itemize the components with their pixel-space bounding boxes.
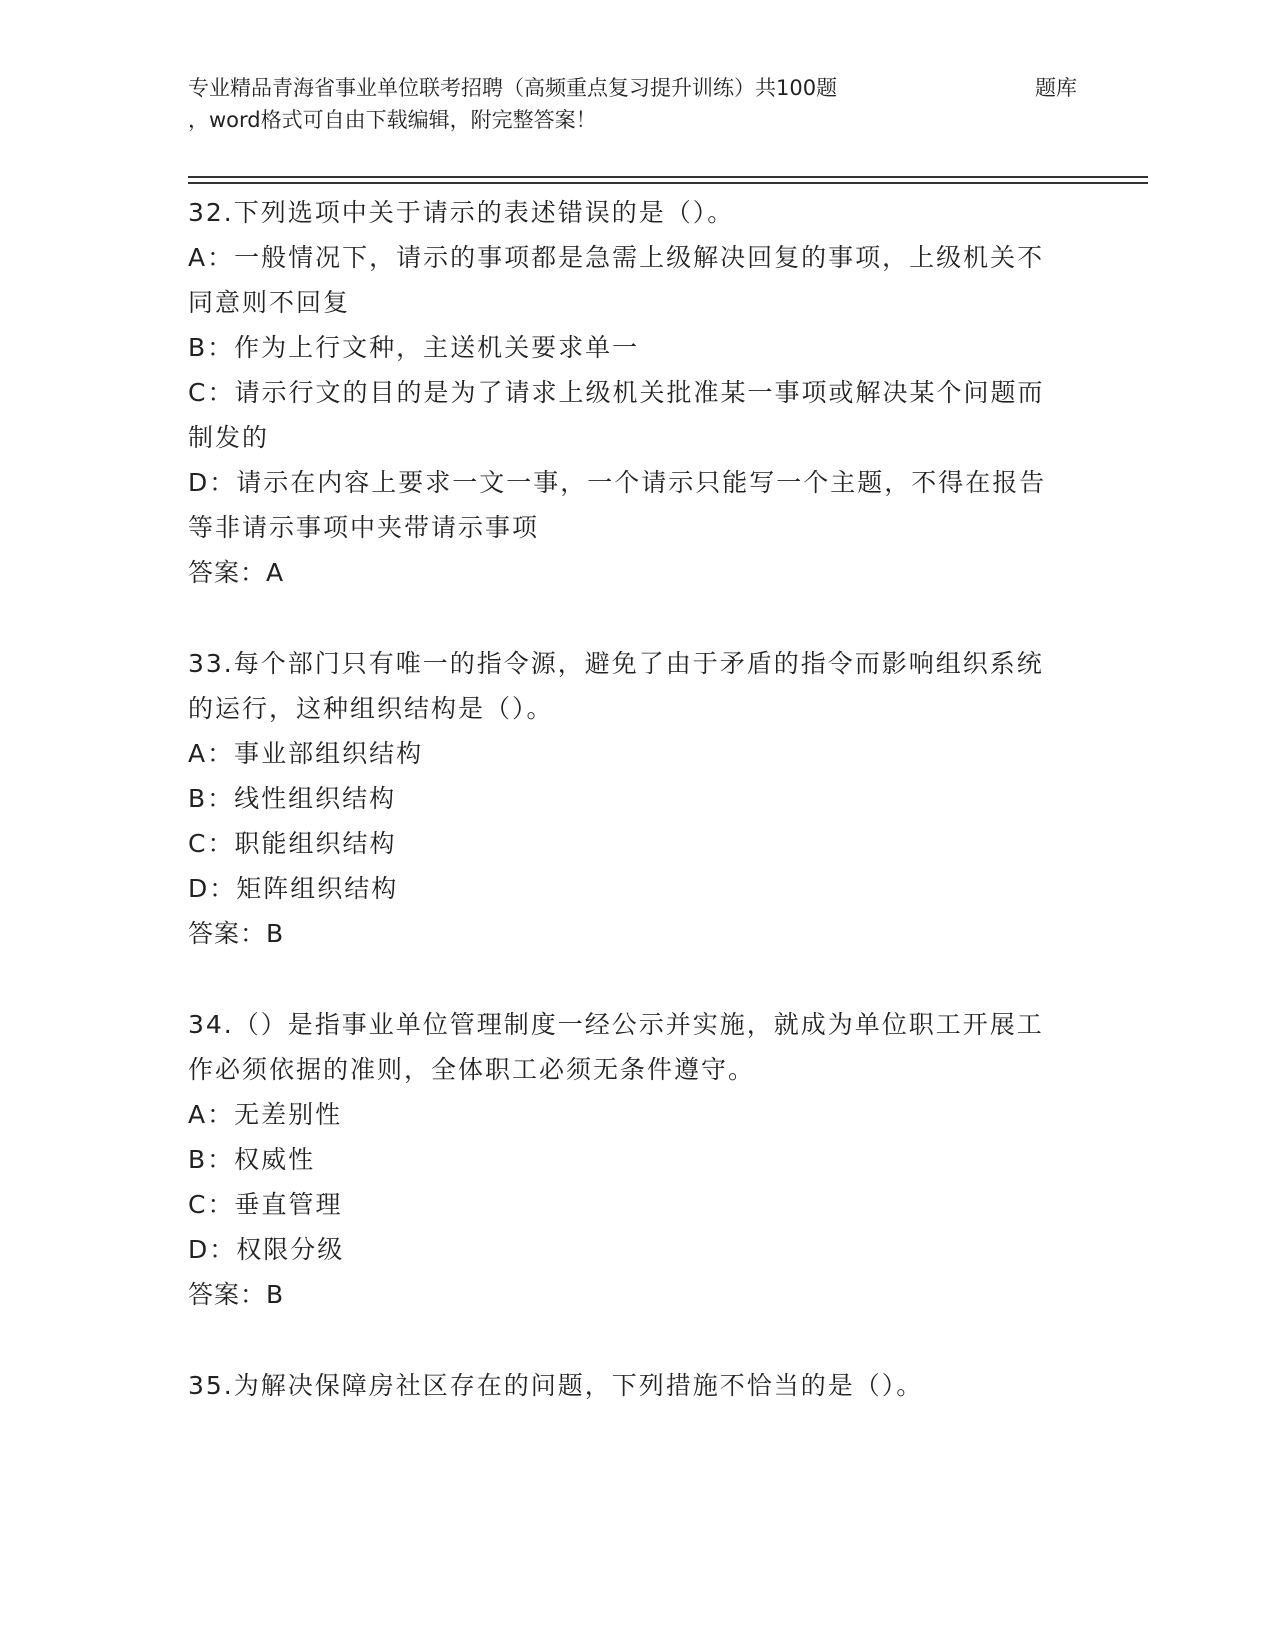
header-subtitle: ，word格式可自由下载编辑，附完整答案！ [188,108,597,132]
question-34 [188,1002,1068,1317]
header-right-label: 题库 [1035,76,1077,100]
question-list [188,190,1068,1454]
option-c: C：垂直管理 [188,1190,343,1219]
header-divider-bottom [188,182,1148,184]
answer: 答案：B [188,919,285,948]
option-b: B：权威性 [188,1145,316,1174]
option-d: D：矩阵组织结构 [188,874,399,903]
question-33 [188,641,1068,956]
option-d: D：请示在内容上要求一文一事，一个请示只能写一个主题，不得在报告等非请示事项中夹带请示事项 [188,468,1047,542]
option-b: B：线性组织结构 [188,784,397,813]
option-d: D：权限分级 [188,1235,345,1264]
question-text: 32.下列选项中关于请示的表述错误的是（）。 [188,198,735,227]
option-c: C：请示行文的目的是为了请求上级机关批准某一事项或解决某个问题而制发的 [188,378,1045,452]
option-a: A：事业部组织结构 [188,739,424,768]
question-text: 33.每个部门只有唯一的指令源，避免了由于矛盾的指令而影响组织系统的运行，这种组织结构是（）。 [188,649,1044,723]
page-header [188,72,1093,136]
answer: 答案：B [188,1280,285,1309]
question-32 [188,190,1068,595]
option-c: C：职能组织结构 [188,829,397,858]
option-a: A：无差别性 [188,1100,343,1129]
answer: 答案：A [188,558,285,587]
option-a: A：一般情况下，请示的事项都是急需上级解决回复的事项，上级机关不同意则不回复 [188,243,1045,317]
question-text: 34.（）是指事业单位管理制度一经公示并实施，就成为单位职工开展工作必须依据的准则，全体职工必须无条件遵守。 [188,1010,1044,1084]
question-text: 35.为解决保障房社区存在的问题，下列措施不恰当的是（）。 [188,1371,924,1400]
header-title: 专业精品青海省事业单位联考招聘（高频重点复习提升训练）共100题 [188,76,838,100]
header-divider-top [188,176,1148,178]
question-35 [188,1363,1068,1408]
option-b: B：作为上行文种，主送机关要求单一 [188,333,640,362]
